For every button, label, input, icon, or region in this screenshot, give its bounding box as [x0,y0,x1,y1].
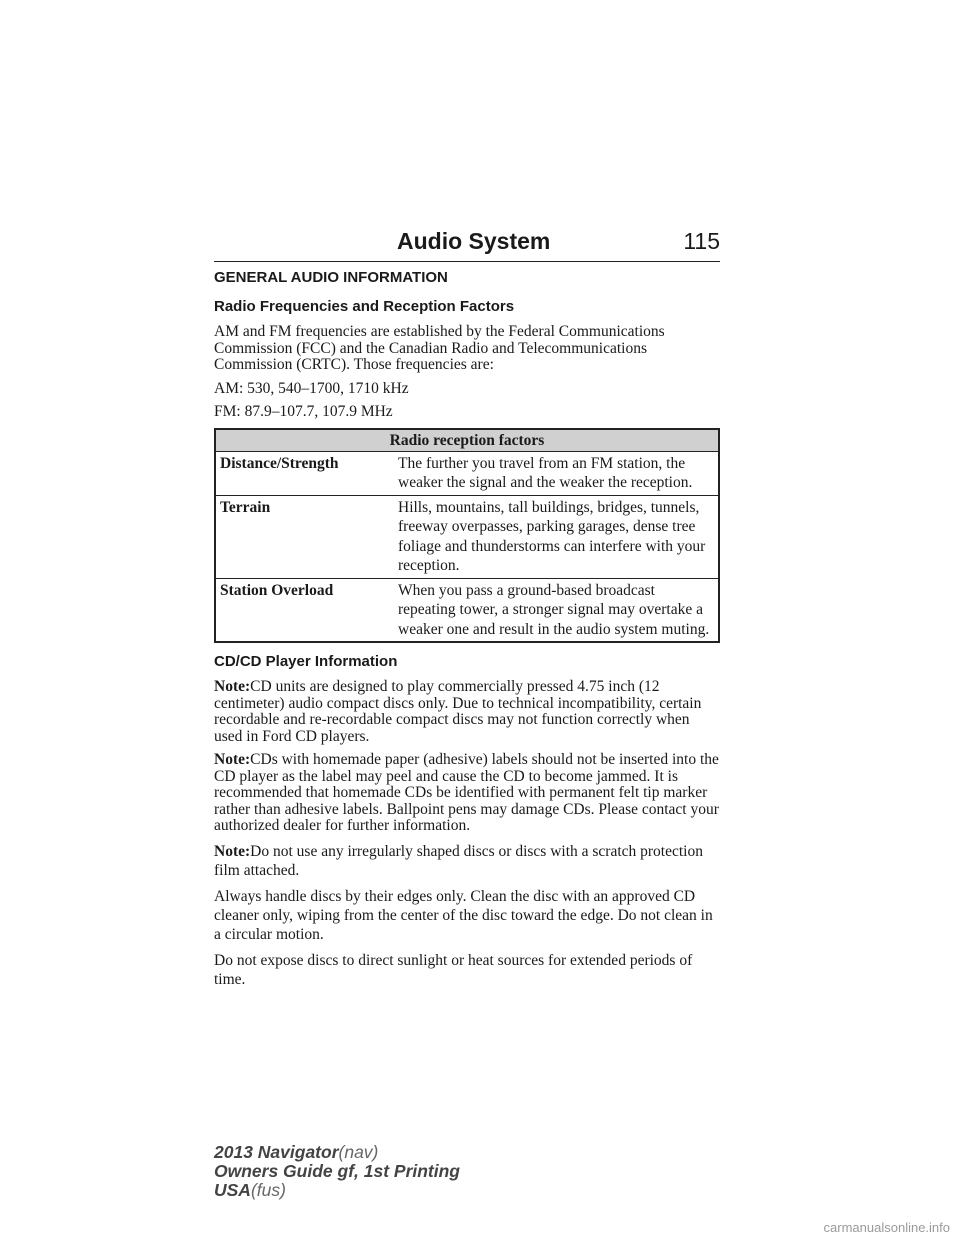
footer-market: USA [214,1180,251,1200]
footer-line-1 [214,1143,460,1162]
table-caption: Radio reception factors [215,429,719,452]
page-header [214,228,720,262]
note-label: Note: [214,678,251,695]
factor-name: Station Overload [215,578,394,642]
radio-heading: Radio Frequencies and Reception Factors [214,298,515,315]
footer-edition: Owners Guide gf, 1st Printing [214,1161,460,1181]
table-row [215,578,719,642]
note-label: Note: [214,751,251,768]
footer-line-3 [214,1181,460,1200]
cd-heading: CD/CD Player Information [214,653,398,670]
page-number: 115 [683,228,720,254]
disc-storage-paragraph: Do not expose discs to direct sunlight or heat sources for extended periods of time. [214,951,693,988]
factor-description: Hills, mountains, tall buildings, bridges, tunnels, freeway overpasses, parking garages, dense tree foliage and thunderstorms can interfere with your reception. [394,495,719,578]
footer-line-2 [214,1162,460,1181]
factor-description: When you pass a ground-based broadcast repeating tower, a stronger signal may overtake a weaker one and result in the audio system muting. [394,578,719,642]
footer-model-code: (nav) [338,1142,379,1162]
radio-intro: AM and FM frequencies are established by the Federal Communications Commission (FCC) and the Canadian Radio and Telecommunications Commission (CRTC). Those frequencies are: [214,323,665,373]
table-row [215,495,719,578]
am-frequencies: AM: 530, 540–1700, 1710 kHz [214,379,409,397]
factor-name: Distance/Strength [215,451,394,495]
reception-factors-table [214,428,720,644]
page-content [214,268,720,996]
footer-market-code: (fus) [250,1180,286,1200]
note-label: Note: [214,842,251,860]
note-text: CDs with homemade paper (adhesive) labels should not be inserted into the CD player as the label may peel and cause the CD to become jammed. It is recommended that homemade CDs be identified with permanent felt tip marker rather than adhesive labels. Ballpoint pens may damage CDs. Please contact your authorized dealer for further information. [214,751,719,834]
cd-note-3 [214,842,720,880]
fm-frequencies: FM: 87.9–107.7, 107.9 MHz [214,403,393,420]
watermark: carmanualsonline.info [823,1220,950,1235]
cd-note-1 [214,679,720,745]
note-text: CD units are designed to play commercially pressed 4.75 inch (12 centimeter) audio compact discs only. Due to technical incompatibility, certain recordable and re-recordable compact discs may not function correctly when used in Ford CD players. [214,678,702,745]
page-footer [214,1143,460,1200]
cd-note-2 [214,752,720,835]
table-row [215,451,719,495]
note-text: Do not use any irregularly shaped discs or discs with a scratch protection film attached. [214,842,703,879]
chapter-title: Audio System [397,228,551,254]
section-title: GENERAL AUDIO INFORMATION [214,269,448,286]
footer-model: 2013 Navigator [214,1142,339,1162]
factor-description: The further you travel from an FM station, the weaker the signal and the weaker the reception. [394,451,719,495]
disc-handling-paragraph: Always handle discs by their edges only. Clean the disc with an approved CD cleaner only, wiping from the center of the disc toward the edge. Do not clean in a circular motion. [214,887,713,943]
factor-name: Terrain [215,495,394,578]
